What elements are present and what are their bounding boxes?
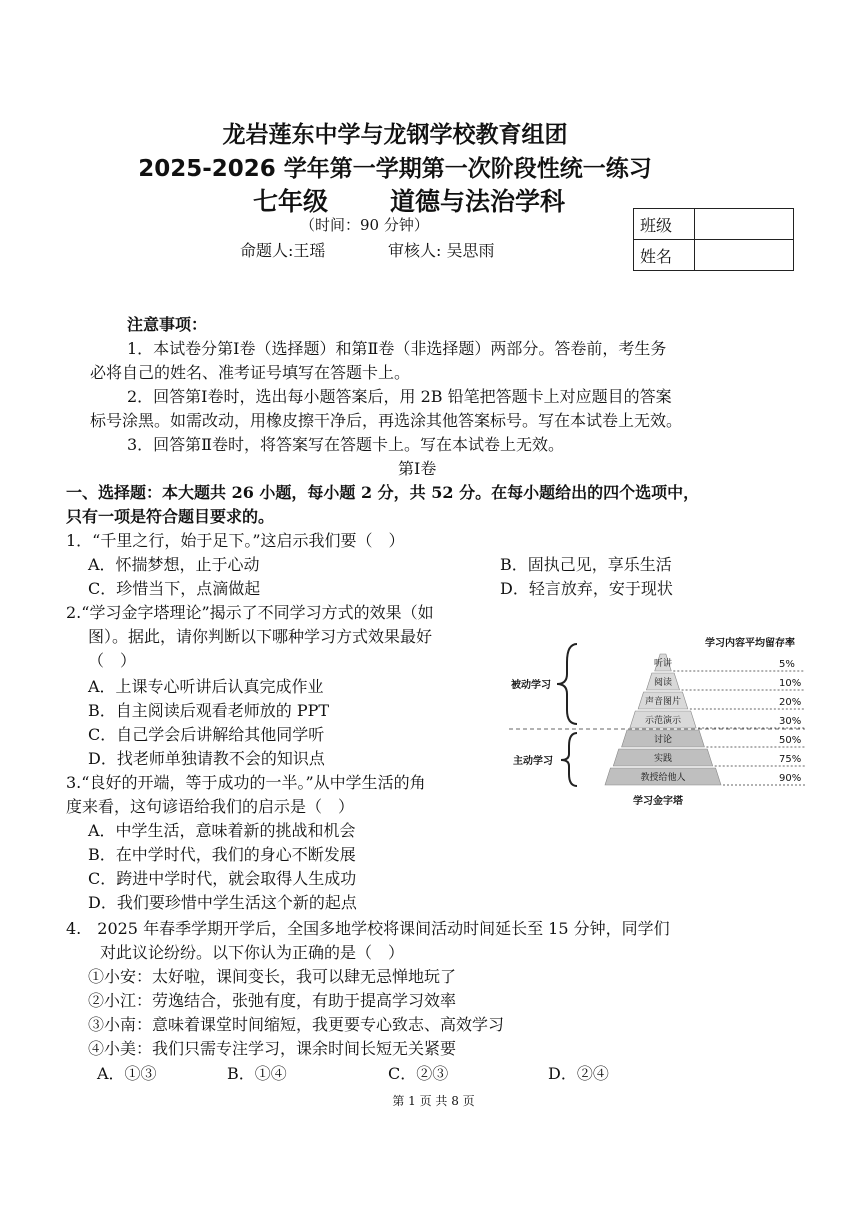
active-brace (561, 733, 577, 786)
pyramid-layer-label: 讨论 (653, 735, 673, 745)
notice-item-1-line-1: 1．本试卷分第Ⅰ卷（选择题）和第Ⅱ卷（非选择题）两部分。答卷前，考生务 (127, 339, 667, 358)
q3-stem-line-1: 3.“良好的开端，等于成功的一半。”从中学生活的角 (66, 773, 426, 792)
retention-rate-label: 50% (779, 735, 802, 746)
page-number: 第 1 页 共 8 页 (392, 1094, 475, 1108)
section-heading-line-1: 一、选择题：本大题共 26 小题，每小题 2 分，共 52 分。在每小题给出的四个选项中， (66, 483, 700, 502)
q4-stem-line-1: 4. 2025 年春季学期开学后，全国多地学校将课间活动时间延长至 15 分钟，同学们 (66, 919, 670, 938)
q4-stem-line-2: 对此议论纷纷。以下你认为正确的是（ ） (100, 943, 405, 962)
q3-stem-line-2: 度来看，这句谚语给我们的启示是（ ） (66, 797, 355, 816)
section-heading-line-2: 只有一项是符合题目要求的。 (66, 507, 275, 526)
pyramid-layer-label: 阅读 (653, 678, 673, 688)
q2-stem-line-3: （ ） (88, 651, 137, 670)
exam-title: 2025-2026 学年第一学期第一次阶段性统一练习 (138, 156, 652, 182)
q2-option-a: A．上课专心听讲后认真完成作业 (88, 677, 324, 696)
q4-option-c: C．②③ (388, 1064, 449, 1083)
q2-stem-line-1: 2.“学习金字塔理论”揭示了不同学习方式的效果（如 (66, 603, 434, 622)
pyramid-layer-label: 示范演示 (644, 716, 682, 726)
q4-option-a: A．①③ (97, 1064, 157, 1083)
class-field[interactable] (695, 209, 794, 240)
grade-label: 七年级 (253, 187, 329, 216)
passive-learning-label: 被动学习 (511, 680, 551, 691)
q3-option-c: C．跨进中学时代，就会取得人生成功 (88, 869, 357, 888)
q2-option-b: B．自主阅读后观看老师放的 PPT (88, 701, 330, 720)
q1-option-b: B．固执己见，享乐生活 (500, 555, 672, 574)
pyramid-layer-label: 听讲 (653, 659, 673, 669)
passive-brace (557, 644, 577, 724)
q2-option-c: C．自己学会后讲解给其他同学听 (88, 725, 325, 744)
q4-statement-4: ④小美：我们只需专注学习，课余时间长短无关紧要 (88, 1039, 457, 1058)
notice-item-3: 3．回答第Ⅱ卷时，将答案写在答题卡上。写在本试卷上无效。 (127, 435, 565, 454)
notice-item-1-line-2: 必将自己的姓名、准考证号填写在答题卡上。 (90, 363, 411, 382)
retention-rate-label: 5% (779, 659, 795, 670)
pyramid-layer-label: 教授给他人 (640, 773, 686, 783)
retention-rate-label: 30% (779, 716, 802, 727)
notice-item-2-line-1: 2．回答第Ⅰ卷时，选出每小题答案后，用 2B 铅笔把答题卡上对应题目的答案 (127, 387, 672, 406)
diagram-footer: 学习金字塔 (633, 796, 683, 807)
class-label: 班级 (634, 209, 695, 240)
active-learning-label: 主动学习 (513, 756, 553, 767)
q4-statement-2: ②小江：劳逸结合，张弛有度，有助于提高学习效率 (88, 991, 457, 1010)
q4-option-b: B．①④ (227, 1064, 287, 1083)
q3-option-b: B．在中学时代，我们的身心不断发展 (88, 845, 356, 864)
q1-option-a: A．怀揣梦想，止于心动 (88, 555, 260, 574)
subject-label: 道德与法治学科 (390, 187, 566, 216)
q4-option-d: D．②④ (548, 1064, 609, 1083)
q1-option-c: C．珍惜当下，点滴做起 (88, 579, 261, 598)
q3-option-d: D．我们要珍惜中学生活这个新的起点 (88, 893, 357, 912)
q1-stem: 1．“千里之行，始于足下。”这启示我们要（ ） (66, 531, 405, 550)
diagram-header: 学习内容平均留存率 (705, 638, 795, 649)
name-label: 姓名 (634, 240, 695, 271)
pyramid-layer-label: 声音图片 (644, 697, 682, 707)
exam-duration: （时间：90 分钟） (300, 216, 429, 234)
q2-stem-line-2: 图）。据此，请你判断以下哪种学习方式效果最好 (88, 627, 433, 646)
reviewer-label: 审核人: 吴思雨 (388, 241, 495, 260)
notice-title: 注意事项： (127, 315, 208, 334)
retention-rate-label: 20% (779, 697, 802, 708)
q1-option-d: D．轻言放弃，安于现状 (500, 579, 673, 598)
q3-option-a: A．中学生活，意味着新的挑战和机会 (88, 821, 356, 840)
student-info-table (633, 208, 794, 271)
retention-rate-label: 10% (779, 678, 802, 689)
pyramid-layers (509, 654, 805, 785)
q4-statement-1: ①小安：太好啦，课间变长，我可以肆无忌惮地玩了 (88, 967, 457, 986)
retention-rate-label: 75% (779, 754, 802, 765)
learning-pyramid-diagram (505, 632, 815, 810)
school-title: 龙岩莲东中学与龙钢学校教育组团 (222, 122, 568, 148)
author-label: 命题人:王瑶 (240, 241, 326, 260)
notice-item-2-line-2: 标号涂黑。如需改动，用橡皮擦干净后，再选涂其他答案标号。写在本试卷上无效。 (90, 411, 683, 430)
name-field[interactable] (695, 240, 794, 271)
pyramid-layer-label: 实践 (653, 754, 673, 764)
q4-statement-3: ③小南：意味着课堂时间缩短，我更要专心致志、高效学习 (88, 1015, 505, 1034)
part-title: 第Ⅰ卷 (398, 459, 437, 478)
q2-option-d: D．找老师单独请教不会的知识点 (88, 749, 325, 768)
retention-rate-label: 90% (779, 773, 802, 784)
